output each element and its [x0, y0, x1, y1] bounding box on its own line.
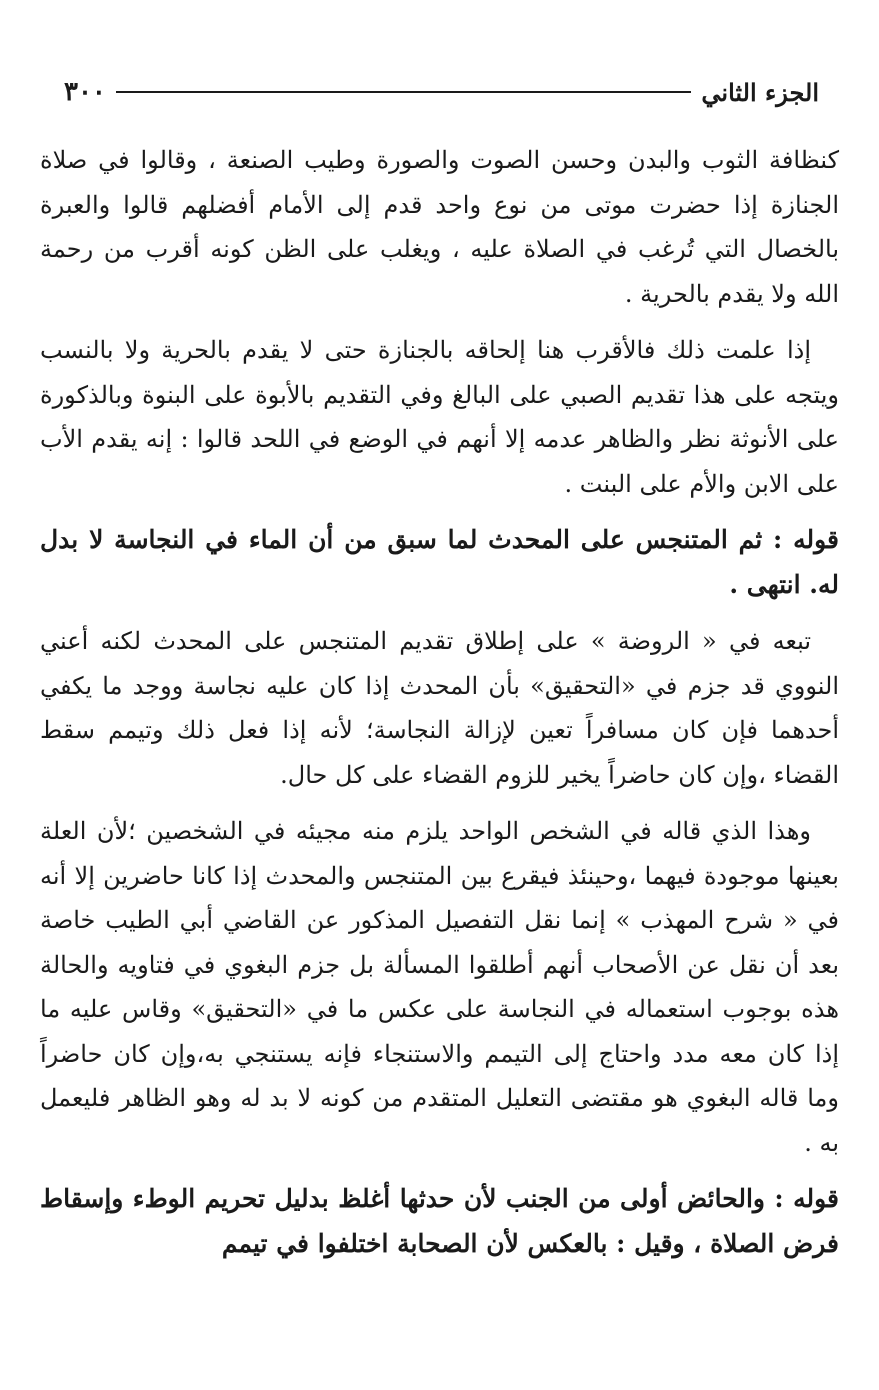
part-title: الجزء الثاني	[701, 77, 819, 107]
header-rule	[116, 91, 692, 93]
page-number: ٣٠٠	[64, 77, 106, 107]
body-text	[40, 138, 839, 1278]
paragraph-2: إذا علمت ذلك فالأقرب هنا إلحاقه بالجنازة حتى لا يقدم بالحرية ولا بالنسب ويتجه على هذا تقديم الصبي على البالغ وفي التقديم بالأبوة على البنوة وبالذكورة على الأنوثة نظر والظاهر عدمه إلا أنهم في الوضع في اللحد قالوا : إنه يقدم الأب على الابن والأم على البنت .	[40, 336, 839, 498]
paragraph-4: وهذا الذي قاله في الشخص الواحد يلزم منه مجيئه في الشخصين ؛لأن العلة بعينها موجودة فيهما ،وحينئذ فيقرع بين المتنجس والمحدث إذا كانا حاضرين إلا أنه في « شرح المهذب » إنما نقل التفصيل المذكور عن القاضي أبي الطيب خاصة بعد أن نقل عن الأصحاب أنهم أطلقوا المسألة بل جزم البغوي في فتاويه والحالة هذه بوجوب استعماله في النجاسة على عكس ما في «التحقيق» وقاس عليه ما إذا كان معه مدد واحتاج إلى التيمم والاستنجاء فإنه يستنجي به،وإن كان حاضراً وما قاله البغوي هو مقتضى التعليل المتقدم من كونه لا بد له وهو الظاهر فليعمل به .	[40, 817, 840, 1157]
quote-heading-2: قوله : والحائض أولى من الجنب لأن حدثها أغلظ بدليل تحريم الوطء وإسقاط فرض الصلاة ، وقيل : بالعكس لأن الصحابة اختلفوا في تيمم	[40, 1184, 839, 1258]
quote-heading-1: قوله : ثم المتنجس على المحدث لما سبق من أن الماء في النجاسة لا بدل له. انتهى .	[40, 525, 839, 599]
page-header	[40, 72, 839, 112]
paragraph-3: تبعه في « الروضة » على إطلاق تقديم المتنجس على المحدث لكنه أعني النووي قد جزم في «التحقيق» بأن المحدث إذا كان عليه نجاسة ووجد ما يكفي أحدهما فإن كان مسافراً تعين لإزالة النجاسة؛ لأنه إذا فعل ذلك وتيمم سقط القضاء ،وإن كان حاضراً يخير للزوم القضاء على كل حال.	[40, 627, 840, 789]
paragraph-1: كنظافة الثوب والبدن وحسن الصوت والصورة وطيب الصنعة ، وقالوا في صلاة الجنازة إذا حضرت موتى من نوع واحد قدم إلى الأمام أفضلهم قالوا والعبرة بالخصال التي تُرغب في الصلاة عليه ، ويغلب على الظن كونه أقرب من رحمة الله ولا يقدم بالحرية .	[40, 146, 839, 308]
